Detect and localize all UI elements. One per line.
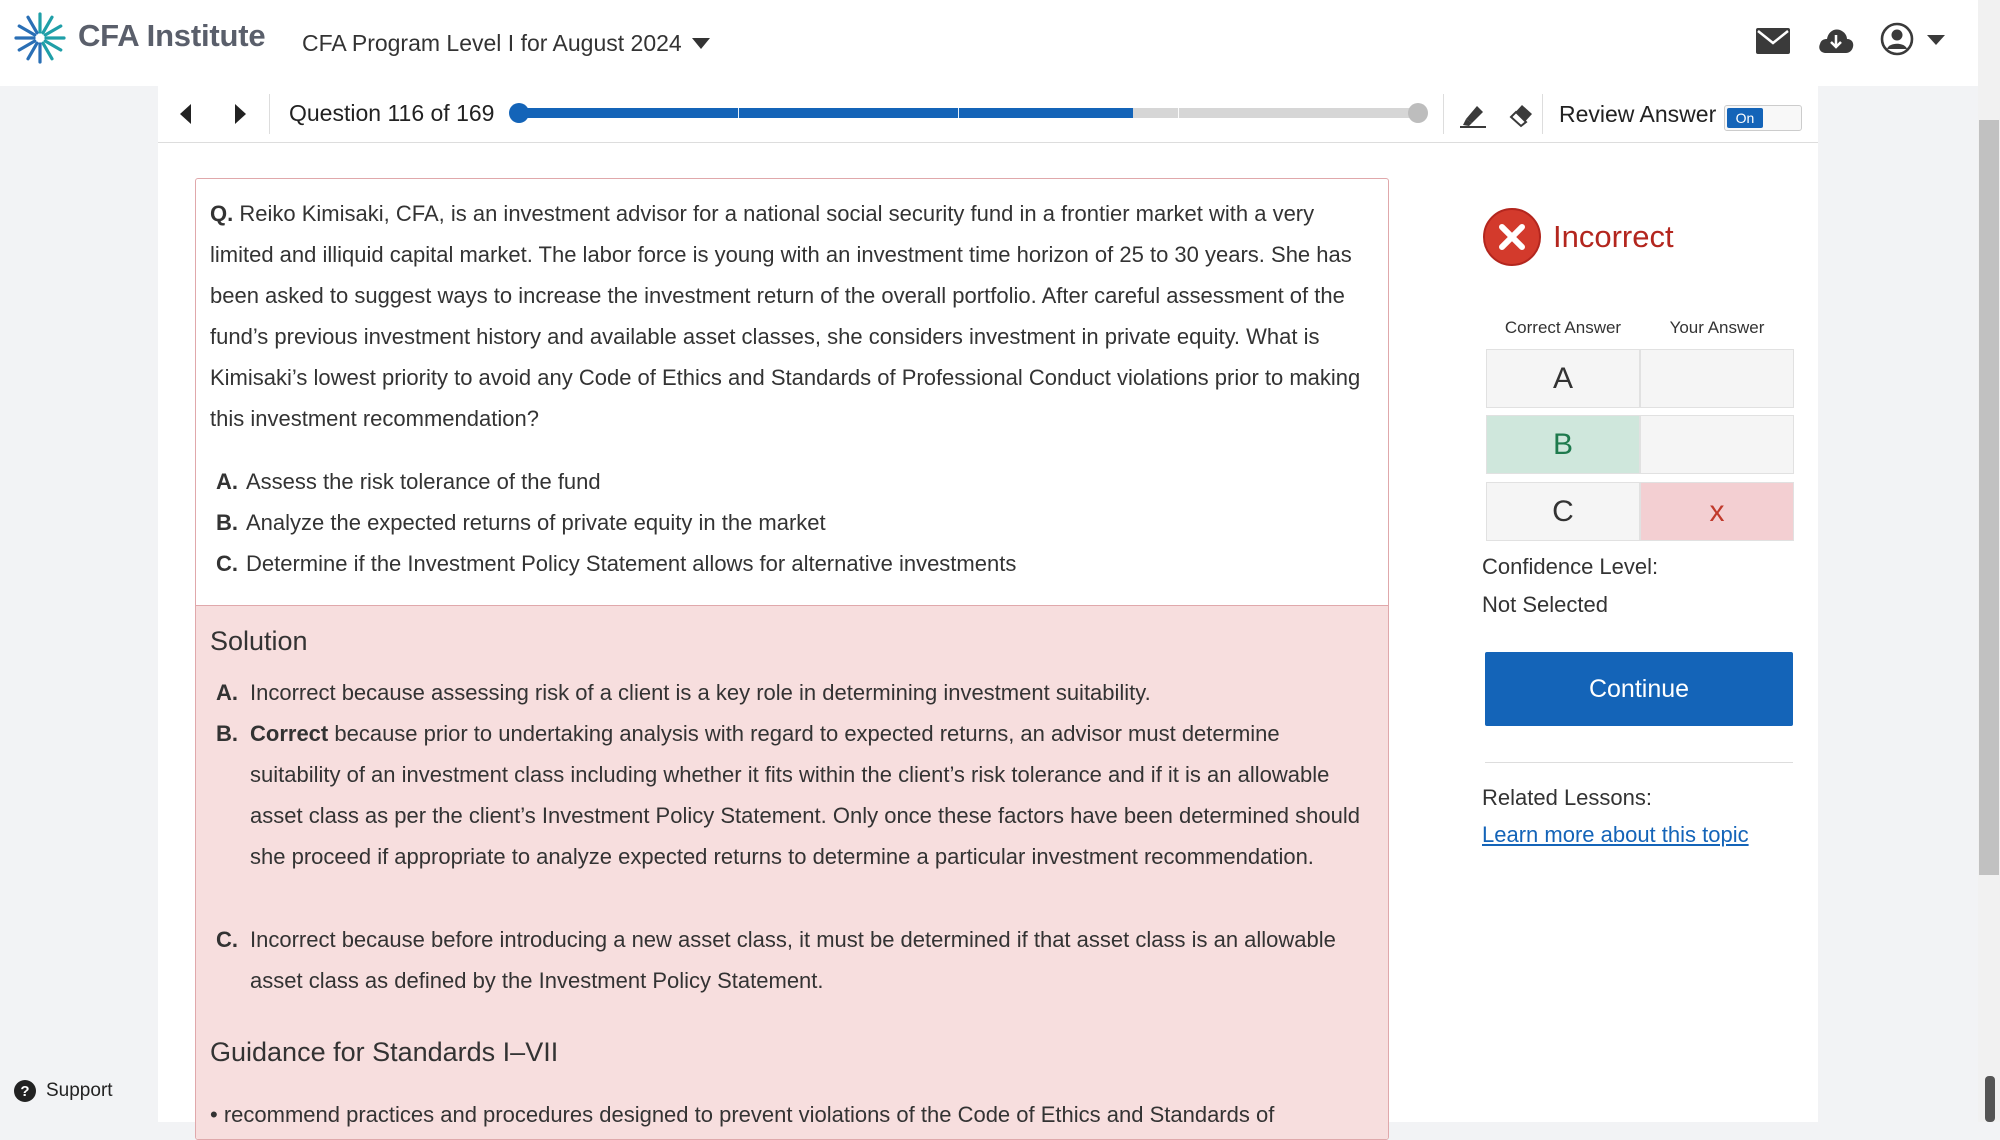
user-icon[interactable] bbox=[1880, 22, 1914, 56]
solution-item-a bbox=[216, 672, 1376, 713]
solution-label: B. bbox=[216, 721, 238, 746]
solution-label: A. bbox=[216, 680, 238, 705]
solution-text: because prior to undertaking analysis with regard to expected returns, an advisor must determine suitability of an investment class including whether it fits within the client’s risk tolerance and if it is an allowable asset class as per the client’s Investment Policy Statement. Only once these factors have been determined should she proceed if appropriate to analyze expected returns to determine a particular investment recommendation. bbox=[250, 721, 1360, 869]
solution-correct-word: Correct bbox=[250, 721, 329, 746]
question-counter: Question 116 of 169 bbox=[289, 100, 495, 126]
correct-cell-b: B bbox=[1486, 415, 1640, 474]
your-cell-b bbox=[1640, 415, 1794, 474]
solution-text: Incorrect because before introducing a new asset class, it must be determined if that asset class is an allowable asset class as defined by the Investment Policy Statement. bbox=[250, 927, 1336, 993]
guidance-bullet: • recommend practices and procedures designed to prevent violations of the Code of Ethics and Standards of bbox=[210, 1102, 1275, 1127]
solution-text-wrap bbox=[216, 713, 1376, 877]
incorrect-icon bbox=[1483, 208, 1541, 266]
support-button[interactable] bbox=[14, 1080, 113, 1102]
your-answer-header: Your Answer bbox=[1669, 318, 1765, 337]
solution-section bbox=[196, 605, 1388, 1140]
question-text bbox=[210, 193, 1375, 439]
divider bbox=[269, 94, 270, 134]
question-box bbox=[195, 178, 1389, 1140]
correct-answer-header: Correct Answer bbox=[1504, 318, 1622, 337]
related-lessons-label: Related Lessons: bbox=[1482, 785, 1652, 810]
correct-cell-a: A bbox=[1486, 349, 1640, 408]
answer-option-b[interactable] bbox=[216, 510, 826, 536]
scrollbar-thumb[interactable] bbox=[1979, 120, 1999, 875]
progress-fill bbox=[516, 108, 1133, 118]
question-panel bbox=[158, 86, 1818, 1127]
solution-item-c bbox=[216, 919, 1376, 1001]
correct-cell-c: C bbox=[1486, 482, 1640, 541]
continue-button[interactable]: Continue bbox=[1485, 652, 1793, 726]
progress-tick bbox=[958, 104, 959, 122]
progress-tick bbox=[1178, 104, 1179, 122]
review-answer-label: Review Answer bbox=[1559, 101, 1717, 127]
previous-arrow-icon[interactable] bbox=[180, 104, 192, 124]
question-toolbar bbox=[158, 86, 1818, 143]
question-prefix: Q. bbox=[210, 201, 234, 226]
logo-icon[interactable] bbox=[14, 12, 66, 64]
highlighter-icon[interactable] bbox=[1460, 102, 1486, 128]
program-selector[interactable] bbox=[302, 30, 710, 57]
progress-start-handle[interactable] bbox=[509, 103, 529, 123]
option-text: Analyze the expected returns of private equity in the market bbox=[246, 510, 826, 535]
program-label: CFA Program Level I for August 2024 bbox=[302, 30, 682, 56]
solution-heading: Solution bbox=[210, 626, 308, 656]
option-label: A. bbox=[216, 469, 238, 494]
progress-bar[interactable] bbox=[516, 108, 1416, 118]
question-body: Reiko Kimisaki, CFA, is an investment advisor for a national social security fund in a frontier market with a very limited and illiquid capital market. The labor force is young with an investment time horizon of 25 to 30 years. She has been asked to suggest ways to increase the investment return of the overall portfolio. After careful assessment of the fund’s previous investment history and available asset classes, she considers investment in private equity. What is Kimisaki’s lowest priority to avoid any Code of Ethics and Standards of Professional Conduct violations prior to making this investment recommendation? bbox=[210, 201, 1361, 431]
confidence-label: Confidence Level: bbox=[1482, 554, 1659, 579]
result-status bbox=[1483, 208, 1674, 266]
option-text: Determine if the Investment Policy Statement allows for alternative investments bbox=[246, 551, 1017, 576]
option-label: C. bbox=[216, 551, 238, 576]
next-arrow-icon[interactable] bbox=[234, 104, 246, 124]
solution-item-b bbox=[216, 713, 1376, 877]
answer-option-a[interactable] bbox=[216, 469, 601, 495]
answer-option-c[interactable] bbox=[216, 551, 1016, 577]
solution-label: C. bbox=[216, 927, 238, 952]
learn-more-link[interactable]: Learn more about this topic bbox=[1482, 822, 1749, 847]
option-text: Assess the risk tolerance of the fund bbox=[246, 469, 601, 494]
confidence-value: Not Selected bbox=[1482, 592, 1608, 617]
your-cell-c: x bbox=[1640, 482, 1794, 541]
guidance-heading: Guidance for Standards I–VII bbox=[210, 1037, 559, 1067]
option-label: B. bbox=[216, 510, 238, 535]
review-toggle-state: On bbox=[1727, 108, 1763, 128]
divider bbox=[1443, 94, 1444, 134]
caret-down-icon[interactable] bbox=[1927, 35, 1945, 46]
caret-down-icon bbox=[692, 38, 710, 50]
scrollbar-handle[interactable] bbox=[1985, 1076, 1995, 1122]
eraser-icon[interactable] bbox=[1508, 102, 1534, 128]
divider bbox=[1485, 762, 1793, 763]
brand-name[interactable]: CFA Institute bbox=[78, 18, 266, 53]
top-bar bbox=[0, 0, 1978, 86]
cloud-download-icon[interactable] bbox=[1818, 26, 1854, 54]
your-cell-a bbox=[1640, 349, 1794, 408]
review-answer-toggle[interactable] bbox=[1724, 105, 1802, 131]
progress-tick bbox=[738, 104, 739, 122]
mail-icon[interactable] bbox=[1756, 28, 1790, 54]
progress-end-handle[interactable] bbox=[1408, 103, 1428, 123]
help-icon bbox=[14, 1080, 36, 1102]
support-label: Support bbox=[46, 1080, 113, 1101]
divider bbox=[1542, 94, 1543, 134]
svg-text:?: ? bbox=[20, 1083, 30, 1100]
result-label: Incorrect bbox=[1553, 219, 1674, 254]
solution-text: Incorrect because assessing risk of a client is a key role in determining investment suitability. bbox=[250, 680, 1151, 705]
